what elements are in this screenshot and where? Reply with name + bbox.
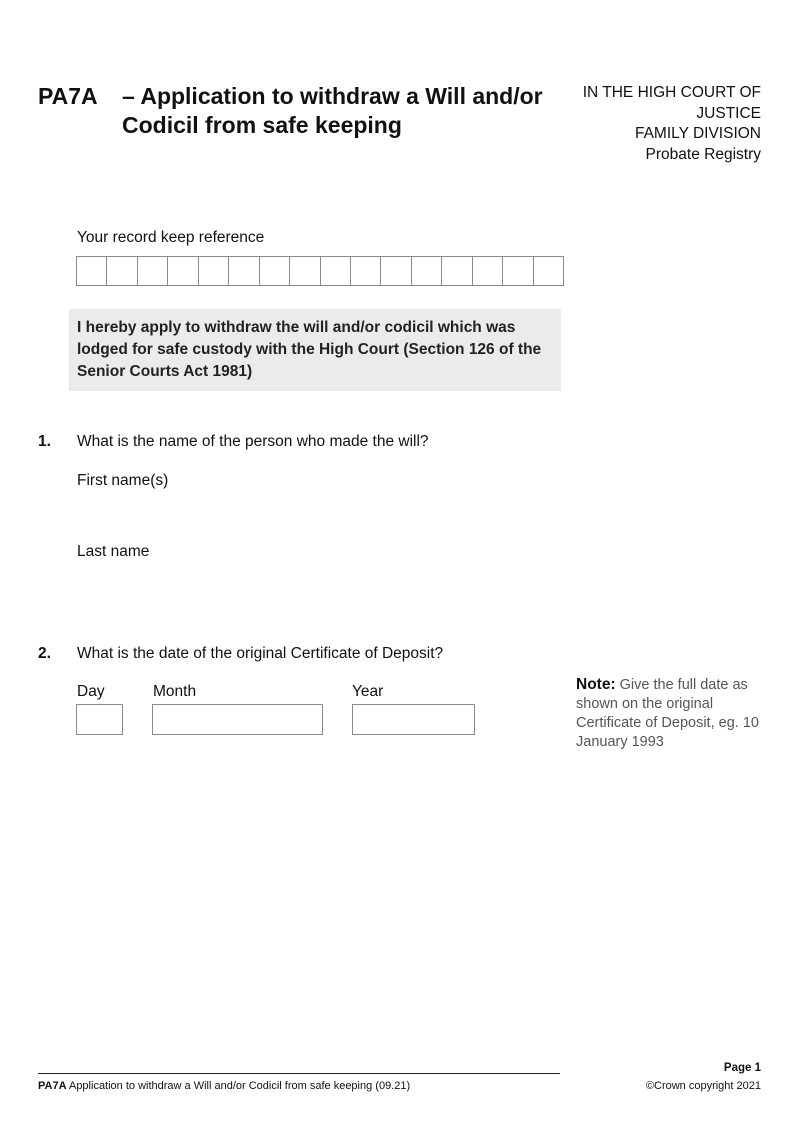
first-name-label: First name(s) bbox=[77, 472, 169, 489]
month-input[interactable] bbox=[152, 704, 323, 735]
declaration-statement: I hereby apply to withdraw the will and/or codicil which was lodged for safe custody with the High Court (Section 126 of the Senior Courts Act 1981) bbox=[69, 309, 561, 391]
reference-cell[interactable] bbox=[381, 257, 411, 285]
court-line: FAMILY DIVISION bbox=[634, 125, 761, 142]
year-input[interactable] bbox=[352, 704, 475, 735]
day-input[interactable] bbox=[76, 704, 123, 735]
court-line: Probate Registry bbox=[645, 145, 761, 163]
footer-form-description: Application to withdraw a Will and/or Codicil from safe keeping (09.21) bbox=[66, 1080, 411, 1092]
reference-cell[interactable] bbox=[290, 257, 320, 285]
footer-form-code: PA7A bbox=[38, 1080, 67, 1092]
reference-cell[interactable] bbox=[199, 257, 229, 285]
reference-cell[interactable] bbox=[321, 257, 351, 285]
reference-cell[interactable] bbox=[260, 257, 290, 285]
question-1-number: 1. bbox=[38, 433, 51, 450]
year-label: Year bbox=[352, 683, 384, 700]
reference-cell[interactable] bbox=[77, 257, 107, 285]
reference-label: Your record keep reference bbox=[77, 229, 265, 246]
reference-cell[interactable] bbox=[107, 257, 137, 285]
court-heading bbox=[541, 83, 761, 165]
reference-cell[interactable] bbox=[534, 257, 563, 285]
reference-cell[interactable] bbox=[229, 257, 259, 285]
note-title: Note: bbox=[576, 676, 616, 693]
reference-cell[interactable] bbox=[168, 257, 198, 285]
reference-input[interactable] bbox=[76, 256, 564, 286]
reference-cell[interactable] bbox=[412, 257, 442, 285]
reference-cell[interactable] bbox=[351, 257, 381, 285]
reference-cell[interactable] bbox=[442, 257, 472, 285]
footer-form-info bbox=[38, 1080, 410, 1092]
reference-cell[interactable] bbox=[138, 257, 168, 285]
date-note bbox=[576, 675, 766, 752]
reference-cell[interactable] bbox=[503, 257, 533, 285]
day-label: Day bbox=[77, 683, 105, 700]
last-name-label: Last name bbox=[77, 543, 150, 560]
month-label: Month bbox=[153, 683, 197, 700]
page-number: Page 1 bbox=[723, 1062, 761, 1074]
court-line: JUSTICE bbox=[696, 104, 761, 122]
reference-cell[interactable] bbox=[473, 257, 503, 285]
form-title-line-1: – Application to withdraw a Will and/or bbox=[122, 83, 543, 109]
footer-divider bbox=[38, 1073, 560, 1074]
form-code: PA7A bbox=[38, 83, 98, 109]
question-1-text: What is the name of the person who made the will? bbox=[77, 433, 429, 450]
footer-copyright: ©Crown copyright 2021 bbox=[645, 1080, 761, 1092]
form-title-line-2: Codicil from safe keeping bbox=[122, 112, 402, 138]
question-2-number: 2. bbox=[38, 645, 51, 662]
court-line: IN THE HIGH COURT OF bbox=[582, 84, 761, 101]
note-text: Give the full date as shown on the original Certificate of Deposit, eg. 10 January 1993 bbox=[576, 677, 759, 750]
question-2-text: What is the date of the original Certificate of Deposit? bbox=[77, 645, 444, 662]
